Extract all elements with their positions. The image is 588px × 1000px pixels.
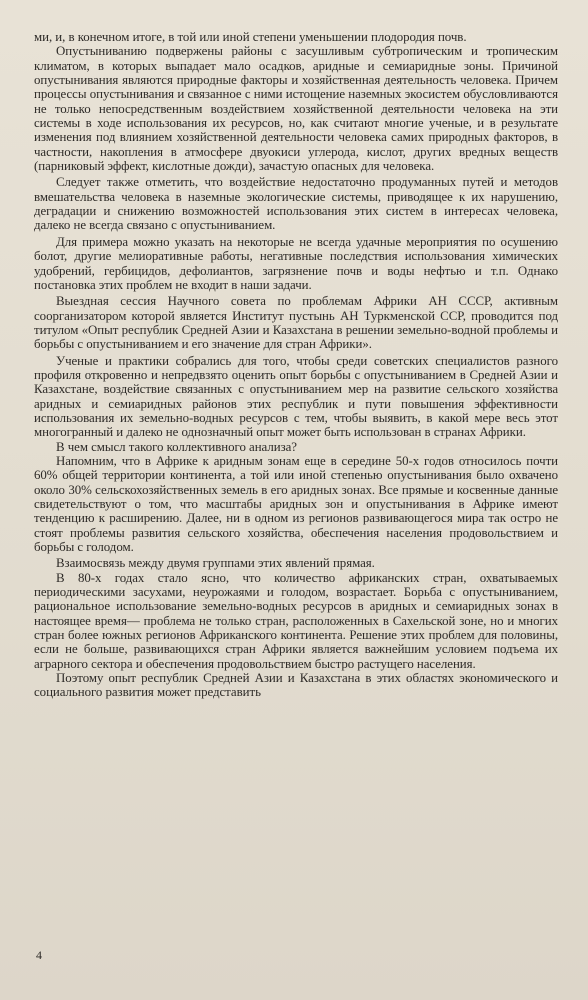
- paragraph-experience: Поэтому опыт республик Средней Азии и Казахстана в этих областях экономического и социального развития может представить: [34, 671, 558, 700]
- paragraph-africa-arid: Напомним, что в Африке к аридным зонам еще в середине 50-х годов относилось почти 60% общей территории континента, а той или иной степенью опустынивания было охвачено около 30% сельскохозяйственных земель в его аридных зонах. Все прямые и косвенные данные свидетельствуют о том, что масштабы аридных зон и опустынивания в Африке имеют тенденцию к расширению. Далее, ни в одном из регионов развивающегося мира так остро не стоят проблемы развития сельского хозяйства, обеспечения населения продовольствием и борьбы с голодом.: [34, 453, 558, 555]
- paragraph-session: Выездная сессия Научного совета по проблемам Африки АН СССР, активным соорганизатором которой является Институт пустынь АН Туркменской ССР, проводится под титулом «Опыт республик Средней Азии и Казахстана в решении земельно-водной проблемы и борьбы с опустыниванием и его значение для стран Африки».: [34, 294, 558, 352]
- paragraph-desertification-regions: Опустыниванию подвержены районы с засушливым субтропическим и тропическим климатом, в которых выпадает мало осадков, аридные и семиаридные зоны. Причиной опустынивания являются природные факторы и хозяйственная деятельность человека. Причем процессы опустынивания и связанное с ними истощение наземных экосистем обусловливаются не только непосредственным воздействием хозяйственной деятельности человека на эти системы в ходе использования их ресурсов, но, как считают многие ученые, и в результате изменения под влиянием хозяйственной деятельности человека самих природных факторов, в частности, накопления в атмосфере двуокиси углерода, кислот, других вредных веществ (парниковый эффект, кислотные дожди), зачастую опасных для человека.: [34, 44, 558, 174]
- paragraph-human-intervention: Следует также отметить, что воздействие недостаточно продуманных путей и методов вмешательства человека в наземные экологические системы, приводящее к их нарушению, деградации и снижению возможностей использования этих систем в интересах человека, далеко не всегда связано с опустыниванием.: [34, 175, 558, 233]
- paragraph-examples: Для примера можно указать на некоторые не всегда удачные мероприятия по осушению болот, другие мелиоративные работы, негативные последствия использования химических удобрений, гербицидов, дефолиантов, загрязнение почв и воды нефтью и т.п. Однако постановка этих проблем не входит в наши задачи.: [34, 234, 558, 292]
- paragraph-scientists: Ученые и практики собрались для того, чтобы среди советских специалистов разного профиля откровенно и непредвзято оценить опыт борьбы с опустыниванием в Средней Азии и Казахстане, воздействие связанных с опустыниванием мер на развитие сельского хозяйства аридных и семиаридных районов этих республик и пути повышения эффективности использования их земельно-водных ресурсов с тем, чтобы выявить, в какой мере весь этот многогранный и далеко не однозначный опыт может быть использован в странах Африки.: [34, 353, 558, 440]
- paragraph-eighties: В 80-х годах стало ясно, что количество африканских стран, охватываемых периодическими засухами, неурожаями и голодом, возрастает. Борьба с опустыниванием, рациональное использование земельно-водных ресурсов в аридных и семиаридных зонах в настоящее время— проблема не только стран, расположенных в Сахельской зоне, но и многих стран более южных регионов Африканского континента. Решение этих проблем для половины, если не больше, развивающихся стран Африки является важнейшим условием подъема их аграрного сектора и обеспечения продовольствием быстро растущего населения.: [34, 570, 558, 671]
- page-number: 4: [36, 948, 42, 962]
- paragraph-continuation: ми, и, в конечном итоге, в той или иной степени уменьшении плодородия почв.: [34, 30, 467, 44]
- paragraph-question: В чем смысл такого коллективного анализа?: [56, 439, 297, 454]
- body-text: [34, 30, 558, 700]
- paragraph-interrelation: Взаимосвязь между двумя группами этих явлений прямая.: [56, 556, 375, 571]
